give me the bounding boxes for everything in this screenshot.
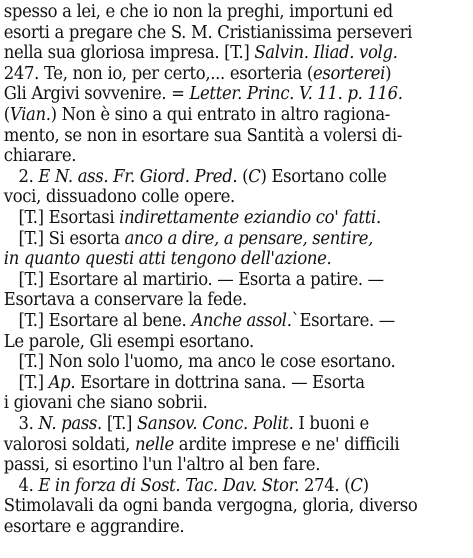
text-segment: Esortava a conservare la fede. <box>3 290 247 311</box>
italic-segment: esorterei <box>312 63 386 84</box>
text-segment: [T.] Si esorta <box>3 228 125 249</box>
text-segment: Stimolavali da ogni banda vergogna, gloria, diverso <box>3 496 418 517</box>
text-line <box>4 373 365 394</box>
text-segment: ) Non è sino a qui entrato in altro ragiona- <box>50 105 391 125</box>
text-segment: 274. ( <box>299 475 351 496</box>
italic-segment: in quanto questi atti tengono dell'azione. <box>3 249 332 270</box>
text-segment: Le parole, Gli esempi esortano. <box>3 331 254 352</box>
text-segment: Gli Argivi sovvenire. = <box>3 84 190 105</box>
text-line <box>4 126 402 147</box>
italic-segment: E in forza di Sost. Tac. Dav. Stor. <box>38 475 300 496</box>
italic-segment: anco a dire, a pensare, sentire, <box>124 228 374 249</box>
text-segment: [T.] Esortare al martirio. — Esorta a patire. — <box>3 269 384 290</box>
text-line <box>4 414 369 435</box>
italic-segment: indirettamente eziandio co' fatti. <box>119 208 381 228</box>
text-segment: [T.] <box>101 414 137 434</box>
text-line <box>4 332 254 353</box>
text-line <box>4 393 208 414</box>
text-line <box>4 496 418 517</box>
text-segment: esorti a pregare che S. M. Cristianissima perseveri <box>3 22 413 43</box>
italic-segment: Vian. <box>9 105 51 125</box>
text-line <box>4 43 398 64</box>
text-line <box>4 208 381 229</box>
text-segment: 3. <box>3 414 39 434</box>
italic-segment: Salvin. Iliad. volg. <box>254 43 398 64</box>
text-segment: ( <box>3 105 10 125</box>
italic-segment: C <box>248 166 261 187</box>
text-line <box>4 146 76 167</box>
text-segment: chiarare. <box>3 146 77 167</box>
italic-segment: nelle <box>134 434 174 455</box>
text-segment: Esortare in dottrina sana. — Esorta <box>75 372 365 393</box>
text-segment: ) <box>385 63 392 84</box>
text-line <box>4 476 369 497</box>
text-segment: [T.] Non solo l'uomo, ma anco le cose esortano. <box>3 352 396 373</box>
text-line <box>4 84 403 105</box>
text-segment: ) <box>362 475 369 496</box>
text-line <box>4 270 384 291</box>
text-line <box>4 105 390 126</box>
text-segment: I buoni e <box>293 414 369 434</box>
text-segment: `Esortare. — <box>291 311 395 331</box>
text-line <box>4 249 332 270</box>
italic-segment: Sansov. Conc. Polit. <box>136 414 294 434</box>
text-line <box>4 167 387 188</box>
text-segment: 2. <box>3 166 39 187</box>
text-segment: esortare e aggrandire. <box>3 517 185 537</box>
italic-segment: Ap. <box>48 372 76 393</box>
text-line <box>4 187 235 208</box>
italic-segment: Letter. Princ. V. 11. p. 116. <box>189 84 403 105</box>
text-line <box>4 290 247 311</box>
text-line <box>4 517 184 538</box>
text-line <box>4 352 396 373</box>
text-line <box>4 64 391 85</box>
text-line <box>4 23 412 44</box>
text-line <box>4 2 393 23</box>
text-segment: [T.] Esortare al bene. <box>3 311 192 331</box>
text-segment: voci, dissuadono colle opere. <box>3 187 235 208</box>
text-segment: spesso a lei, e che io non la preghi, importuni ed <box>3 2 393 22</box>
text-segment: 247. Te, non io, per certo,... esorteria ( <box>3 63 313 84</box>
text-line <box>4 435 400 456</box>
italic-segment: C <box>350 475 363 496</box>
text-segment: 4. <box>3 475 39 496</box>
italic-segment: N. pass. <box>38 414 102 434</box>
italic-segment: Anche assol. <box>191 311 292 331</box>
text-segment: valorosi soldati, <box>3 434 135 455</box>
text-segment: ) Esortano colle <box>260 166 387 187</box>
text-segment: nella sua gloriosa impresa. [T.] <box>3 43 255 64</box>
text-line <box>4 455 320 476</box>
text-segment: ( <box>237 166 249 187</box>
text-line <box>4 311 395 332</box>
text-segment: ardite imprese e ne' difficili <box>173 434 400 455</box>
italic-segment: E N. ass. Fr. Giord. Pred. <box>38 166 238 187</box>
text-segment: i giovani che siano sobrii. <box>3 393 208 414</box>
text-segment: [T.] <box>3 372 49 393</box>
text-line <box>4 229 373 250</box>
text-segment: mento, se non in esortare sua Santità a volersi di- <box>3 125 403 146</box>
text-segment: passi, si esortino l'un l'altro al ben fare. <box>3 455 321 476</box>
text-segment: [T.] Esortasi <box>3 208 120 228</box>
